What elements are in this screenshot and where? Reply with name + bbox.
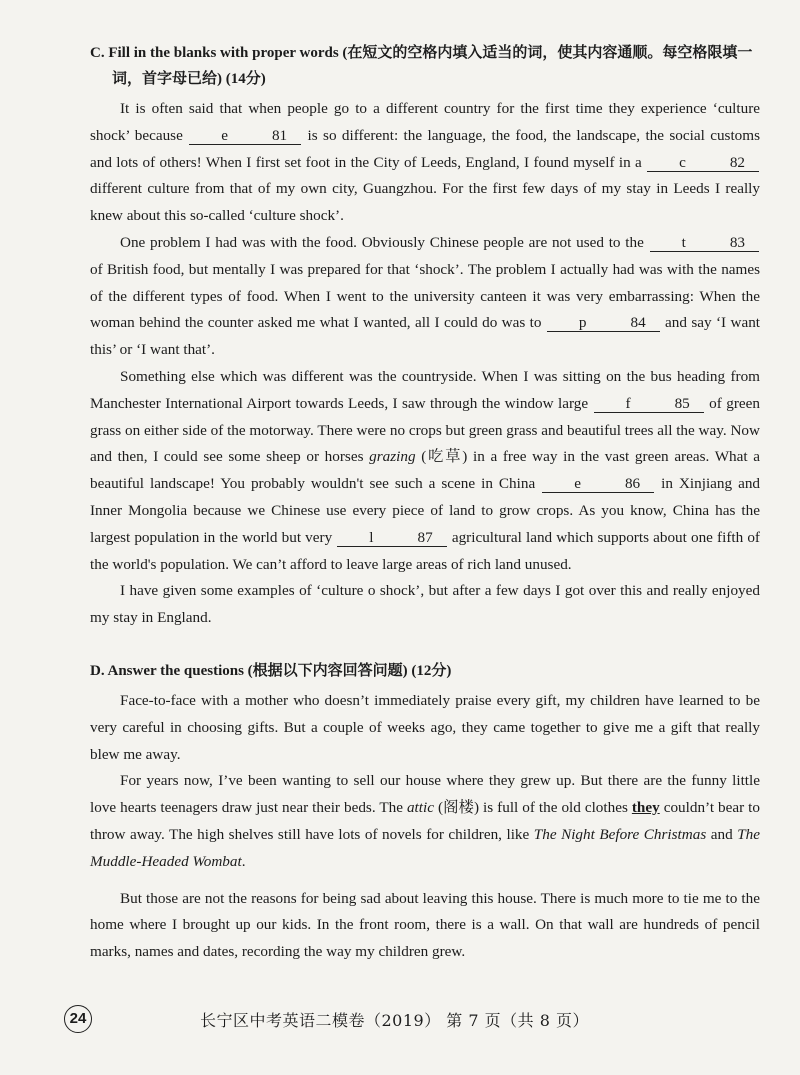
book-title: The Muddle-Headed Wombat	[90, 825, 760, 870]
page-footer	[64, 1005, 744, 1035]
blank-number: 84	[630, 314, 646, 332]
text: One problem I had was with the food. Obviously Chinese people are not used to the	[120, 233, 649, 251]
book-title: The Night Before Christmas	[533, 825, 707, 843]
blank-letter: e	[221, 126, 228, 144]
italic-word: attic	[406, 799, 434, 817]
text: For years now, I’ve been wanting to sell our house where they grew up. But there are the funny little love hearts teenagers draw just near their beds. The	[90, 772, 760, 817]
blank-letter: l	[369, 528, 374, 546]
blank-85[interactable]	[594, 395, 704, 413]
blank-number: 83	[729, 233, 745, 251]
section-c-paragraph-4: I have given some examples of ‘culture o shock’, but after a few days I got over this and really enjoyed my stay in England.	[90, 582, 760, 627]
blank-letter: t	[681, 233, 686, 251]
section-c-heading	[90, 40, 762, 92]
blank-83[interactable]	[650, 234, 759, 252]
blank-letter: f	[625, 394, 631, 412]
blank-letter: c	[679, 153, 686, 171]
blank-81[interactable]	[189, 127, 301, 145]
text: is so different: the language, the food, the landscape, the social customs and lots of others! When I first set foot in the City of Leeds, England, I found myself in a	[90, 126, 760, 171]
gloss: (吃草)	[415, 448, 468, 466]
section-c-paragraph-1	[90, 96, 760, 230]
text: and say ‘I want this’ or ‘I want that’.	[90, 314, 761, 359]
section-c-paragraph-3	[90, 364, 760, 578]
section-c-heading-line2: 词，首字母已给) (14分)	[112, 71, 266, 87]
blank-letter: p	[578, 314, 587, 332]
section-d-paragraph-2	[90, 768, 760, 875]
text: and	[706, 825, 738, 843]
blank-82[interactable]	[647, 154, 759, 172]
blank-84[interactable]	[547, 314, 660, 332]
text: agricultural land which supports about one fifth of the world's population. We can’t afford to leave large areas of rich land unused.	[90, 528, 760, 573]
blank-number: 82	[729, 153, 745, 171]
blank-letter: e	[574, 475, 581, 493]
text: .	[241, 852, 246, 870]
blank-number: 81	[271, 126, 288, 144]
blank-number: 85	[674, 394, 690, 412]
blank-number: 87	[417, 528, 433, 546]
italic-word: grazing	[369, 448, 416, 466]
text: of green grass on either side of the motorway. There were no crops but green grass and beautiful trees all the way. Now and then, I could see some sheep or horses	[90, 394, 760, 466]
footer-text: 长宁区中考英语二模卷（2019） 第 7 页（共 8 页）	[200, 1011, 590, 1030]
text: of British food, but mentally I was prepared for that ‘shock’. The problem I actually had was with the names of the different types of food. When I went to the university canteen it was very embarrassing: When the woman behind the counter asked me what I wanted, all I could do was to	[90, 260, 760, 332]
section-d-paragraph-1: Face-to-face with a mother who doesn’t immediately praise every gift, my children have learned to be very careful in choosing gifts. But a couple of weeks ago, they came together to give me a gift that really blew me away.	[90, 692, 760, 763]
blank-number: 86	[624, 475, 641, 493]
section-d-heading: D. Answer the questions (根据以下内容回答问题) (12分)	[90, 663, 452, 679]
text: in a free way in the vast green areas. What a beautiful landscape! You probably wouldn't see such a scene in China	[90, 448, 760, 493]
section-c-heading-line1: C. Fill in the blanks with proper words (在短文的空格内填入适当的词，使其内容通顺。每空格限填一	[90, 45, 753, 61]
section-c-passage	[90, 96, 760, 632]
section-c-paragraph-2	[90, 230, 760, 364]
page-badge: 24	[64, 1005, 92, 1033]
text: couldn’t bear to throw away. The high shelves still have lots of novels for children, like	[90, 799, 760, 843]
text: It is often said that when people go to a different country for the first time they experience ‘culture shock’ because	[90, 100, 760, 144]
gloss: (阁楼)	[433, 799, 480, 817]
text: Something else which was different was the countryside. When I was sitting on the bus heading from Manchester International Airport towards Leeds, I saw through the window large	[90, 367, 760, 412]
underlined-word: they	[631, 799, 660, 817]
text: is full of the old clothes	[479, 799, 632, 817]
section-d-paragraph-3: But those are not the reasons for being sad about leaving this house. There is much more to tie me to the home where I brought up our kids. In the front room, there is a wall. On that wall are hundreds of pencil marks, names and dates, recording the way my children grew.	[90, 889, 760, 961]
blank-86[interactable]	[542, 475, 654, 493]
section-d-passage	[90, 688, 760, 966]
text: different culture from that of my own city, Guangzhou. For the first few days of my stay in Leeds I really knew about this so-called ‘culture shock’.	[90, 180, 760, 225]
text: in Xinjiang and Inner Mongolia because we Chinese use every piece of land to grow crops. As you know, China has the largest population in the world but very	[90, 475, 761, 546]
blank-87[interactable]	[337, 529, 446, 547]
